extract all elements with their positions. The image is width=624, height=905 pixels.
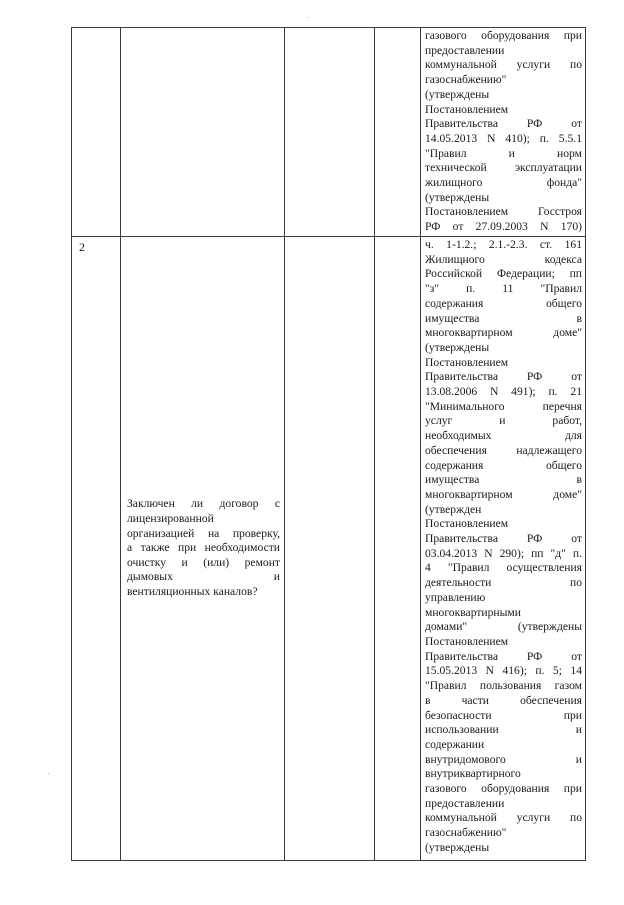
legal-basis-line: обеспечения надлежащего <box>425 443 582 457</box>
legal-basis-line: Правительства РФ от <box>425 649 582 663</box>
legal-basis-line: (утвержден <box>425 502 482 516</box>
legal-basis-line: коммунальной услуги по <box>425 811 582 825</box>
question-text <box>121 497 284 599</box>
table-row <box>72 28 586 237</box>
legal-basis-line: (утверждены <box>425 190 490 204</box>
legal-basis-line: Правительства РФ от <box>425 117 582 131</box>
legal-basis-line: Постановлением <box>425 517 509 531</box>
legal-basis-line: (утверждены <box>425 87 490 101</box>
cell-note <box>375 28 421 237</box>
legal-basis-line: 14.05.2013 N 410); п. 5.5.1 <box>425 131 582 145</box>
legal-basis-text <box>421 28 585 235</box>
legal-basis-line: (утверждены <box>425 840 490 854</box>
legal-basis-line: внутриквартирного <box>425 767 521 781</box>
cell-answer <box>285 28 375 237</box>
question-line: Заключен ли договор с <box>127 497 280 511</box>
legal-basis-line: Постановлением <box>425 355 509 369</box>
table-row <box>72 237 586 861</box>
legal-basis-line: услуг и работ, <box>425 414 582 428</box>
legal-basis-line: газового оборудования при <box>425 782 582 796</box>
legal-basis-text <box>421 237 585 856</box>
legal-basis-line: Постановлением <box>425 102 509 116</box>
question-line: организацией на проверку, <box>127 526 280 540</box>
legal-basis-line: безопасности при <box>425 708 582 722</box>
inspection-checklist-table <box>71 27 586 861</box>
legal-basis-line: многоквартирном доме" <box>425 326 582 340</box>
legal-basis-line: внутридомового и <box>425 752 582 766</box>
legal-basis-line: предоставлении <box>425 43 505 57</box>
cell-answer <box>285 237 375 861</box>
row-number: 2 <box>79 240 85 254</box>
legal-basis-line: управлению <box>425 590 486 604</box>
legal-basis-line: 13.08.2006 N 491); п. 21 <box>425 385 582 399</box>
legal-basis-line: коммунальной услуги по <box>425 58 582 72</box>
legal-basis-line: необходимых для <box>425 429 582 443</box>
legal-basis-line: "з" п. 11 "Правил <box>425 282 582 296</box>
cell-number <box>72 237 121 861</box>
cell-question <box>121 28 285 237</box>
legal-basis-line: "Правил пользования газом <box>425 679 582 693</box>
legal-basis-line: Постановлением Госстроя <box>425 205 582 219</box>
legal-basis-line: имущества в <box>425 311 582 325</box>
cell-question <box>121 237 285 861</box>
question-line: а также при необходимости <box>127 541 280 555</box>
cell-legal-basis <box>421 237 586 861</box>
legal-basis-line: "Правил и норм <box>425 146 582 160</box>
legal-basis-line: газоснабжению" <box>425 73 507 87</box>
legal-basis-line: газоснабжению" <box>425 826 507 840</box>
legal-basis-line: 15.05.2013 N 416); п. 5; 14 <box>425 664 582 678</box>
legal-basis-line: "Минимального перечня <box>425 399 582 413</box>
legal-basis-line: ч. 1-1.2.; 2.1.-2.3. ст. 161 <box>425 238 582 251</box>
legal-basis-line: РФ от 27.09.2003 N 170) <box>425 220 582 234</box>
legal-basis-line: Российской Федерации; пп <box>425 267 582 281</box>
legal-basis-line: домами" (утверждены <box>425 620 582 634</box>
legal-basis-line: содержания общего <box>425 296 582 310</box>
legal-basis-line: содержания общего <box>425 458 582 472</box>
question-line: очистку и (или) ремонт <box>127 555 280 569</box>
legal-basis-line: Правительства РФ от <box>425 532 582 546</box>
legal-basis-line: 03.04.2013 N 290); пп "д" п. <box>425 546 582 560</box>
legal-basis-line: многоквартирном доме" <box>425 487 582 501</box>
legal-basis-line: предоставлении <box>425 796 505 810</box>
legal-basis-line: многоквартирными <box>425 605 521 619</box>
cell-legal-basis <box>421 28 586 237</box>
question-line: дымовых и <box>127 570 280 584</box>
cell-note <box>375 237 421 861</box>
question-line: лицензированной <box>127 512 214 526</box>
legal-basis-line: содержании <box>425 737 485 751</box>
legal-basis-line: Правительства РФ от <box>425 370 582 384</box>
legal-basis-line: имущества в <box>425 473 582 487</box>
legal-basis-line: в части обеспечения <box>425 693 582 707</box>
page-mark-left <box>48 773 49 774</box>
legal-basis-line: газового оборудования при <box>425 29 582 42</box>
legal-basis-line: (утверждены <box>425 340 490 354</box>
legal-basis-line: деятельности по <box>425 576 582 590</box>
legal-basis-line: жилищного фонда" <box>425 176 582 190</box>
legal-basis-line: Постановлением <box>425 634 509 648</box>
page-mark-top <box>307 17 308 18</box>
legal-basis-line: 4 "Правил осуществления <box>425 561 582 575</box>
legal-basis-line: Жилищного кодекса <box>425 252 582 266</box>
legal-basis-line: использовании и <box>425 723 582 737</box>
cell-number <box>72 28 121 237</box>
legal-basis-line: технической эксплуатации <box>425 161 582 175</box>
question-line: вентиляционных каналов? <box>127 584 258 598</box>
